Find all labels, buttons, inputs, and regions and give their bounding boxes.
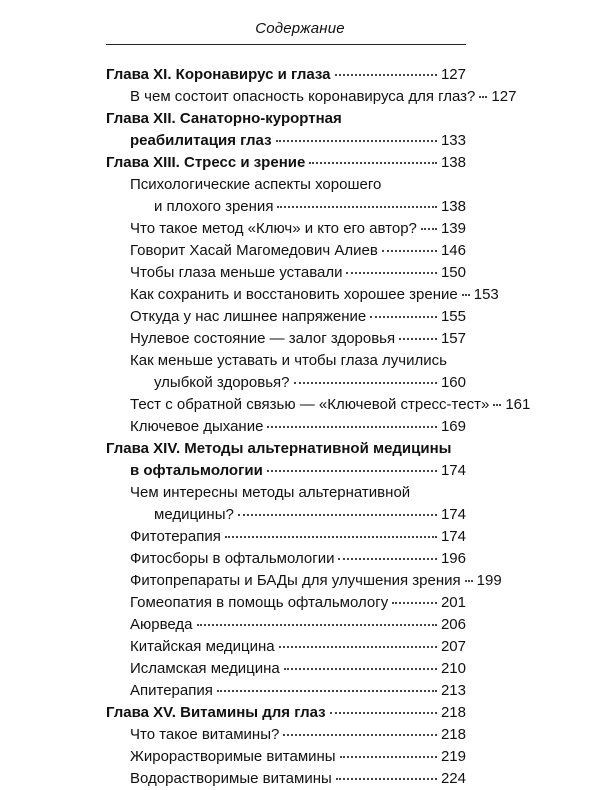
dot-leader — [346, 270, 436, 274]
toc-entry-row — [106, 394, 531, 416]
toc-entry-title: Гомеопатия в помощь офтальмологу — [130, 594, 389, 611]
toc-entry-row — [106, 196, 466, 218]
toc-entry-row — [106, 570, 502, 592]
toc-entry-title: Чтобы глаза меньше уставали — [130, 264, 343, 281]
toc-page-number: 213 — [440, 682, 466, 699]
dot-leader — [284, 666, 437, 670]
toc-entry-row — [106, 350, 466, 372]
toc-entry-row — [106, 262, 466, 284]
toc-entry-row — [106, 504, 466, 526]
toc-entry-title: В чем состоит опасность коронавируса для глаз? — [130, 88, 476, 105]
toc-chapter-row — [106, 702, 466, 724]
toc-entry-row — [106, 240, 466, 262]
toc-entry-title: Фитосборы в офтальмологии — [130, 550, 335, 567]
toc-entry-title: Говорит Хасай Магомедович Алиев — [130, 242, 378, 259]
dot-leader — [279, 644, 437, 648]
toc-page-number: 133 — [440, 132, 466, 149]
toc-entry-row — [106, 724, 466, 746]
toc-entry-title: Водорастворимые витамины — [130, 770, 332, 787]
toc-entry-row — [106, 636, 466, 658]
toc-page-number: 196 — [440, 550, 466, 567]
toc-entry-title: Глава XIII. Стресс и зрение — [106, 154, 306, 171]
toc-entry-title: Исламская медицина — [130, 660, 280, 677]
toc-entry-row — [106, 416, 466, 438]
toc-page-number: 138 — [440, 198, 466, 215]
dot-leader — [392, 600, 437, 604]
toc-entry-title: Как меньше уставать и чтобы глаза лучились — [130, 352, 447, 369]
toc-entry-title: в офтальмологии — [130, 462, 263, 479]
toc-page-number: 218 — [440, 704, 466, 721]
toc-page-number: 174 — [440, 462, 466, 479]
toc-page-number: 174 — [440, 528, 466, 545]
dot-leader — [267, 424, 437, 428]
toc-entry-title: Что такое витамины? — [130, 726, 280, 743]
toc-entry-row — [106, 614, 466, 636]
toc-entry-title: Глава XI. Коронавирус и глаза — [106, 66, 331, 83]
dot-leader — [309, 160, 437, 164]
toc-entry-row — [106, 548, 466, 570]
toc-chapter-row — [106, 438, 466, 460]
toc-page-number: 174 — [440, 506, 466, 523]
toc-entry-row — [106, 768, 466, 790]
dot-leader — [267, 468, 437, 472]
toc-entry-row — [106, 746, 466, 768]
toc-entry-row — [106, 680, 466, 702]
table-of-contents — [106, 64, 531, 790]
dot-leader — [479, 94, 487, 98]
toc-page-number: 157 — [440, 330, 466, 347]
dot-leader — [399, 336, 437, 340]
dot-leader — [225, 534, 437, 538]
toc-entry-title: реабилитация глаз — [130, 132, 272, 149]
toc-entry-row — [106, 482, 466, 504]
toc-chapter-row — [106, 64, 466, 86]
dot-leader — [336, 776, 437, 780]
toc-entry-title: Как сохранить и восстановить хорошее зрение — [130, 286, 458, 303]
toc-entry-row — [106, 86, 517, 108]
toc-page-number: 224 — [440, 770, 466, 787]
dot-leader — [283, 732, 437, 736]
toc-entry-title: Жирорастворимые витамины — [130, 748, 336, 765]
toc-entry-title: Нулевое состояние — залог здоровья — [130, 330, 396, 347]
toc-entry-title: Аюрведа — [130, 616, 193, 633]
toc-entry-title: Фитопрепараты и БАДы для улучшения зрения — [130, 572, 461, 589]
dot-leader — [335, 72, 437, 76]
toc-entry-row — [106, 592, 466, 614]
dot-leader — [493, 402, 501, 406]
toc-entry-title: Фитотерапия — [130, 528, 221, 545]
toc-page-number: 127 — [440, 66, 466, 83]
dot-leader — [294, 380, 437, 384]
toc-chapter-row — [106, 108, 466, 130]
toc-chapter-row — [106, 130, 466, 152]
toc-page-number: 206 — [440, 616, 466, 633]
toc-entry-title: Что такое метод «Ключ» и кто его автор? — [130, 220, 417, 237]
dot-leader — [382, 248, 437, 252]
dot-leader — [340, 754, 437, 758]
toc-page-number: 138 — [440, 154, 466, 171]
toc-page-number: 146 — [440, 242, 466, 259]
toc-entry-title: Психологические аспекты хорошего — [130, 176, 382, 193]
toc-page-number: 218 — [440, 726, 466, 743]
toc-entry-title: улыбкой здоровья? — [154, 374, 290, 391]
toc-entry-title: Чем интересны методы альтернативной — [130, 484, 411, 501]
running-head: Содержание — [255, 20, 345, 37]
toc-page-number: 150 — [440, 264, 466, 281]
dot-leader — [465, 578, 473, 582]
toc-page-number: 127 — [491, 88, 517, 105]
dot-leader — [330, 710, 437, 714]
toc-entry-row — [106, 372, 466, 394]
toc-page-number: 153 — [473, 286, 499, 303]
toc-entry-row — [106, 218, 466, 240]
dot-leader — [421, 226, 437, 230]
toc-page-number: 207 — [440, 638, 466, 655]
dot-leader — [338, 556, 436, 560]
toc-entry-row — [106, 658, 466, 680]
dot-leader — [277, 204, 437, 208]
toc-entry-title: Глава XII. Санаторно-курортная — [106, 110, 342, 127]
toc-entry-row — [106, 306, 466, 328]
dot-leader — [197, 622, 437, 626]
toc-page-number: 161 — [505, 396, 531, 413]
dot-leader — [462, 292, 470, 296]
toc-entry-title: Глава XV. Витамины для глаз — [106, 704, 326, 721]
toc-page-number: 219 — [440, 748, 466, 765]
dot-leader — [276, 138, 437, 142]
toc-entry-title: Ключевое дыхание — [130, 418, 264, 435]
toc-entry-title: Откуда у нас лишнее напряжение — [130, 308, 367, 325]
toc-page-number: 199 — [476, 572, 502, 589]
toc-page-number: 201 — [440, 594, 466, 611]
dot-leader — [217, 688, 437, 692]
toc-page-number: 169 — [440, 418, 466, 435]
toc-entry-title: Глава XIV. Методы альтернативной медицины — [106, 440, 452, 457]
dot-leader — [370, 314, 437, 318]
toc-entry-title: Китайская медицина — [130, 638, 275, 655]
toc-page-number: 210 — [440, 660, 466, 677]
dot-leader — [238, 512, 437, 516]
toc-page-number: 160 — [440, 374, 466, 391]
toc-entry-row — [106, 174, 466, 196]
toc-chapter-row — [106, 152, 466, 174]
toc-entry-row — [106, 526, 466, 548]
toc-entry-row — [106, 284, 499, 306]
toc-entry-title: медицины? — [154, 506, 234, 523]
toc-page-number: 155 — [440, 308, 466, 325]
toc-entry-title: Тест с обратной связью — «Ключевой стресс-тест» — [130, 396, 490, 413]
toc-entry-row — [106, 328, 466, 350]
toc-page-number: 139 — [440, 220, 466, 237]
toc-entry-title: и плохого зрения — [154, 198, 274, 215]
header-rule — [106, 44, 466, 45]
toc-entry-title: Апитерапия — [130, 682, 213, 699]
toc-chapter-row — [106, 460, 466, 482]
